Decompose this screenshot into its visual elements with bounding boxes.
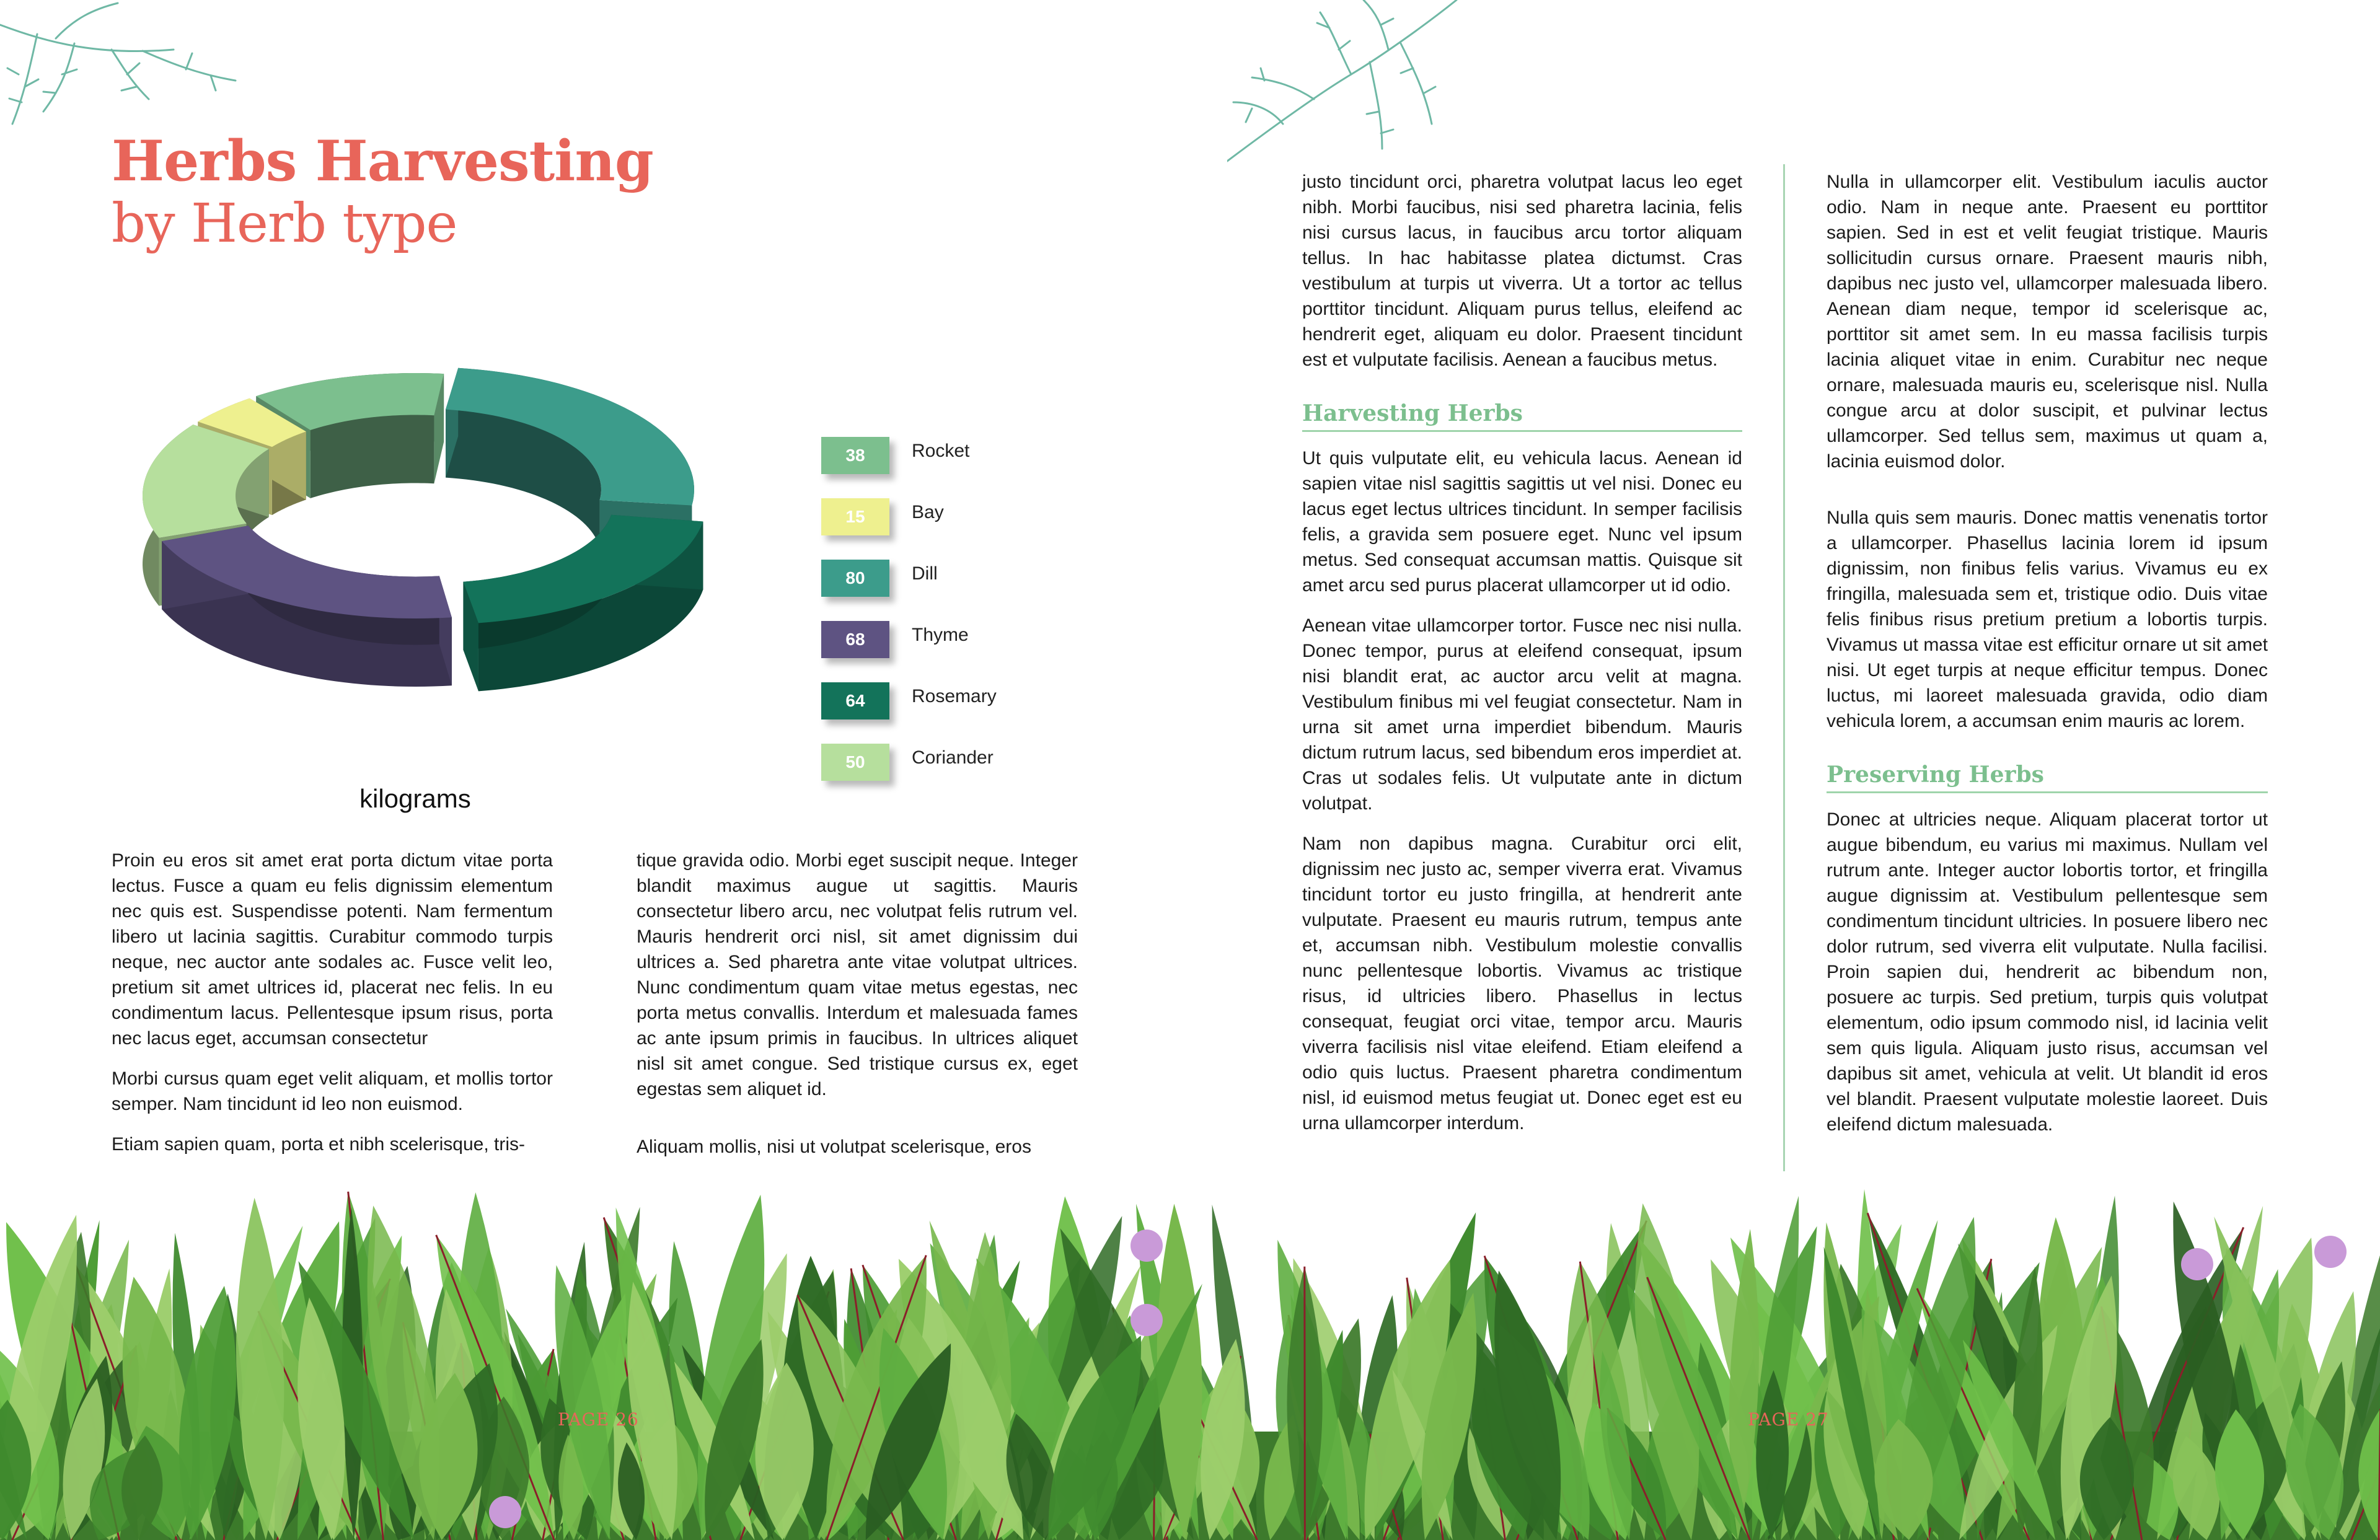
dill-sprig-left	[0, 0, 248, 130]
legend-label: Bay	[912, 502, 944, 522]
legend-item-rocket	[821, 437, 1020, 477]
paragraph: tique gravida odio. Morbi eget suscipit neque. Integer blandit maximus augue ut sagittis. Mauris consectetur libero arcu, nec volutpat felis rutrum vel. Mauris hendrerit orci nisl, sit amet dignissim dui ultrices a. Sed pharetra ante vitae volutpat ultrices. Nunc condimentum quam vitae metus egestas, nec porta metus convallis. Interdum et malesuada fames ac ante ipsum primis in faucibus. In ultrices aliquet nisl sit amet congue. Sed tristique cursus ex, eget egestas sem aliquet id.	[637, 850, 1078, 1099]
legend-value: 50	[821, 744, 889, 781]
herb-border-illustration	[0, 1165, 2380, 1540]
legend-label: Thyme	[912, 625, 969, 645]
paragraph: Donec at ultricies neque. Aliquam placerat tortor ut augue bibendum, eu varius mi maximus. Nullam vel rutrum ante. Integer auctor lobortis tortor, et fringilla augue dignissim at. Vestibulum pellentesque sem condimentum tincidunt ultricies. In posuere libero nec dolor rutrum, sed viverra elit vulputate. Nulla facilisi. Proin sapien dui, hendrerit ac bibendum non, posuere ac turpis. Sed pretium, turpis quis volutpat elementum, odio ipsum commodo nisl, id lacinia velit sem quis ligula. Aliquam justo risus, accumsan vel dapibus sit amet, vehicula at velit. Ut blandit id eros vel blandit. Praesent vulputate molestie laoreet. Duis eleifend dictum malesuada.	[1827, 809, 2268, 1135]
left-column-1	[112, 848, 553, 1172]
legend-value: 80	[821, 560, 889, 597]
legend-label: Rocket	[912, 441, 970, 461]
page-number-right: PAGE 27	[1748, 1409, 1829, 1430]
paragraph: Ut quis vulputate elit, eu vehicula lacus. Aenean id sapien vitae nisl sagittis sagittis ut vel nisi. Donec eu lacus eget lectus ultrices tincidunt. In semper facilisis felis, a gravida sem posuere eget. Nunc vel ipsum metus. Sed consequat accumsan mattis. Quisque sit amet arcu sed purus placerat ullamcorper ut id odio.	[1302, 448, 1742, 596]
chart-segment-thyme	[162, 526, 452, 687]
paragraph: Aenean vitae ullamcorper tortor. Fusce nec nisi nulla. Donec tempor, purus at eleifend consequat, ipsum nisi blandit erat, ac auctor arcu velit at magna. Vestibulum finibus mi vel feugiat consectetur. Nam in urna sit amet urna imperdiet bibendum. Mauris dictum rutrum lacus, sed bibendum eros imperdiet at. Cras ut sodales felis. Ut vulputate ante in dictum volutpat.	[1302, 615, 1742, 814]
chart-title-line2: by Herb type	[112, 193, 457, 255]
paragraph: Aliquam mollis, nisi ut volutpat scelerisque, eros	[637, 1137, 1031, 1157]
paragraph: Nulla quis sem mauris. Donec mattis venenatis tortor a ullamcorper. Phasellus lacinia lorem id ipsum dignissim, non finibus felis varius. Vivamus eu ex fringilla, malesuada sem et, tristique odio. Duis vitae felis finibus risus pretium pretium a lobortis turpis. Vivamus ut massa vitae est efficitur ornare ut sit amet nisi. Ut eget turpis at neque efficitur tempus. Donec luctus, mi laoreet malesuada gravida, odio diam vehicula lorem, a accumsan enim mauris ac lorem.	[1827, 508, 2268, 731]
legend-value: 38	[821, 437, 889, 474]
paragraph: Nam non dapibus magna. Curabitur orci elit, dignissim nec justo ac, semper viverra erat. Vivamus tincidunt tortor eu justo fringilla, at hendrerit ante vulputate. Praesent eu mauris rutrum, tempus ante et, accumsan nibh. Vestibulum molestie convallis nunc pellentesque lobortis. Vivamus ac tristique risus, id ultricies libero. Phasellus in lectus consequat, feugiat orci vitae, tempor arcu. Mauris viverra facilisis nisl vitae eleifend. Etiam eleifend a odio quis luctus. Praesent pharetra condimentum nisl, id euismod metus feugiat ut. Donec eget est eu urna ullamcorper interdum.	[1302, 834, 1742, 1134]
chart-title-line1: Herbs Harvesting	[112, 128, 653, 194]
right-column-1	[1302, 169, 1742, 1151]
section-heading-preserving: Preserving Herbs	[1827, 762, 2268, 793]
paragraph: Etiam sapien quam, porta et nibh scelerisque, tris-	[112, 1134, 525, 1155]
paragraph: Proin eu eros sit amet erat porta dictum vitae porta lectus. Fusce a quam eu felis dignissim elementum nec quis est. Suspendisse potenti. Nam fermentum libero ut lacinia sagittis. Curabitur commodo turpis neque, nec auctor ante sodales ac. Fusce velit leo, pretium sit amet ultrices id, placerat nec felis. In eu condimentum lacus. Pellentesque ipsum risus, porta nec lacus eget, accumsan consectetur	[112, 850, 553, 1049]
paragraph: justo tincidunt orci, pharetra volutpat lacus leo eget nibh. Morbi faucibus, nisi sed pharetra lacinia, felis nisi cursus lacus, in faucibus arcu tortor aliquam tellus. In hac habitasse platea dictumst. Cras vestibulum at turpis ut viverra. Ut a tortor ac tellus porttitor tincidunt. Aliquam purus tellus, eleifend ac hendrerit eget, aliquam eu dolor. Praesent tincidunt est et vulputate facilisis. Aenean a faucibus metus.	[1302, 172, 1742, 370]
legend-label: Rosemary	[912, 686, 997, 706]
legend-item-thyme	[821, 621, 1020, 661]
chart-segment-rosemary	[463, 515, 703, 692]
legend-item-coriander	[821, 744, 1020, 783]
legend-value: 68	[821, 621, 889, 658]
legend-label: Dill	[912, 563, 938, 584]
doughnut-chart	[124, 347, 719, 731]
chart-unit-label: kilograms	[359, 784, 471, 813]
right-column-2	[1827, 169, 2268, 1152]
legend-label: Coriander	[912, 747, 994, 768]
dill-sprig-right	[1227, 0, 1463, 174]
legend-value: 15	[821, 498, 889, 535]
legend-item-dill	[821, 560, 1020, 599]
section-heading-harvesting: Harvesting Herbs	[1302, 401, 1742, 432]
left-column-2	[637, 848, 1078, 1174]
paragraph: Morbi cursus quam eget velit aliquam, et mollis tortor semper. Nam tincidunt id leo non euismod.	[112, 1068, 553, 1114]
column-divider	[1783, 164, 1785, 1171]
page-number-left: PAGE 26	[558, 1409, 639, 1430]
legend-item-rosemary	[821, 682, 1020, 722]
paragraph: Nulla in ullamcorper elit. Vestibulum iaculis auctor odio. Nam in neque ante. Praesent eu porttitor sapien. Sed in est et velit feugiat tristique. Mauris sollicitudin cursus ornare. Praesent mauris nibh, dapibus nec justo vel, ullamcorper malesuada libero. Aenean diam neque, tempor id scelerisque ac, porttitor sit amet sem. In eu massa facilisis turpis lacinia aliquet vitae in enim. Curabitur nec neque ornare, malesuada mauris eu, scelerisque nisl. Nulla congue arcu at dolor suscipit, et pulvinar lectus ullamcorper. Sed tellus sem, maximus ut quam a, lacinia euismod dolor.	[1827, 172, 2268, 472]
legend-value: 64	[821, 682, 889, 719]
legend-item-bay	[821, 498, 1020, 538]
